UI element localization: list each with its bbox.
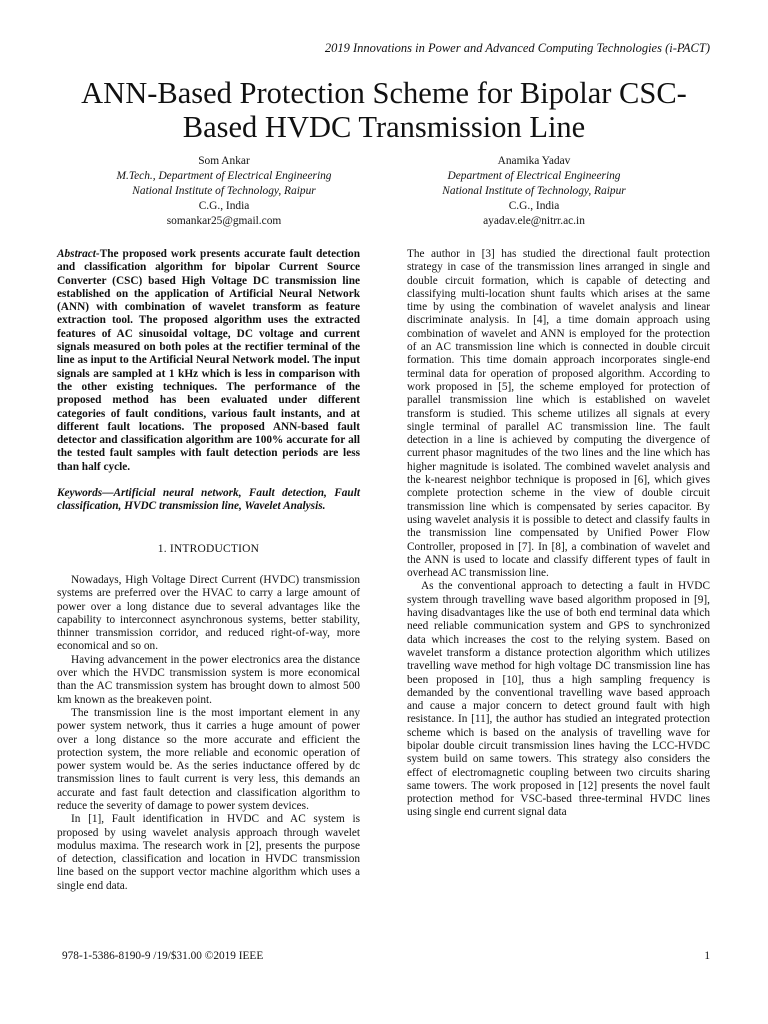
paper-title <box>40 76 728 144</box>
title-line-1: ANN-Based Protection Scheme for Bipolar CSC- <box>81 76 687 110</box>
author-name: Som Ankar <box>198 155 250 167</box>
conference-header: 2019 Innovations in Power and Advanced Computing Technologies (i-PACT) <box>324 41 710 55</box>
author-block-2 <box>384 154 684 229</box>
abstract-text: The proposed work presents accurate fault detection and classification algorithm for bipolar Current Source Converter (CSC) based High Voltage DC transmission line established on the application of Artificial Neural Network (ANN) with combination of wavelet transform as feature extraction tool. The proposed algorithm uses the extracted features of AC sinusoidal voltage, DC voltage and current signals measured on both poles at the rectifier terminal of the line as input to the Artificial Neural Network model. The input signals are sampled at 1 kHz which is less in comparison with the other existing techniques. The performance of the proposed method has been evaluated under different categories of fault conditions, various fault instants, and at different fault locations. The proposed ANN-based fault detector and classification algorithm are 100% accurate for all the tested fault samples with fault detection periods are less than half cycle. <box>57 248 360 473</box>
author-location: C.G., India <box>198 200 250 212</box>
author-institution: National Institute of Technology, Raipur <box>442 185 626 197</box>
intro-paragraph: Nowadays, High Voltage Direct Current (HVDC) transmission systems are preferred over the HVAC to carry a large amount of power over a long distance due to several advantages like the capability to interconnect asynchronous systems, better stability, thinner transmission corridor, and reduced right-of-way, more economical and so on. <box>57 573 360 653</box>
abstract <box>57 248 360 474</box>
intro-paragraph: In [1], Fault identification in HVDC and AC system is proposed by using wavelet analysis approach through wavelet modulus maxima. The research work in [2], presents the purpose of detection, classification and location in HVDC transmission line based on the support vector machine algorithm which uses a single end data. <box>57 813 360 892</box>
intro-paragraph: Having advancement in the power electronics area the distance over which the HVDC transmission system is more economical than the AC transmission system has brought down to almost 500 km known as the breakeven point. <box>57 653 360 706</box>
author-department: Department of Electrical Engineering <box>447 170 621 182</box>
author-email: ayadav.ele@nitrr.ac.in <box>483 215 585 227</box>
left-column <box>57 248 360 893</box>
keywords: Keywords—Artificial neural network, Fault detection, Fault classification, HVDC transmission line, Wavelet Analysis. <box>57 487 360 513</box>
body-paragraph: As the conventional approach to detecting a fault in HVDC system through travelling wave based algorithm proposed in [9], having disadvantages like the use of both end terminal data which need reliable communication system and GPS to synchronized data which increases the cost to the relying system. Based on wavelet transform a distance protection algorithm which utilizes travelling wave method for high voltage DC transmission line has been proposed in [10], thus a high sampling frequency is demanded by the conventional travelling wave based approach and cause a major concern to detect ground fault with high resistance. In [11], the author has studied an integrated protection scheme which is based on the analysis of travelling wave for bipolar double circuit transmission lines having the LCC-HVDC system build on same towers. This strategy also considers the effect of electromagnetic coupling between two circuits sharing same towers. The work proposed in [12] presents the novel fault protection method for VSC-based three-terminal HVDC lines using single end current signal data <box>407 580 710 819</box>
page-number: 1 <box>704 950 710 962</box>
author-name: Anamika Yadav <box>497 155 571 167</box>
intro-paragraph: The transmission line is the most important element in any power system network, thus it carries a huge amount of power over a long distance so the more accurate and efficient the protection system, the more reliable and economic operation of power system would be. As the series inductance offered by dc transmission lines to fault current is very less, this demands an accurate and fast fault detection and classification algorithm to reduce the severity of damage to power system devices. <box>57 706 360 812</box>
right-column <box>407 248 710 820</box>
footer-isbn: 978-1-5386-8190-9 /19/$31.00 ©2019 IEEE <box>62 950 264 962</box>
author-email: somankar25@gmail.com <box>166 215 282 227</box>
body-paragraph: The author in [3] has studied the directional fault protection strategy in case of the transmission lines arranged in single and double circuit formation, which is capable of detecting and classifying multi-location shunt faults which arises at the same time by using the combination of wavelet analysis and linear discriminate analysis. In [4], a time domain approach using combination of wavelet and ANN is employed for the protection of an AC transmission line which is connected in double circuit formation. This time domain approach incorporates single-end terminal data for operation of proposed algorithm. According to work proposed in [5], the scheme employed for protection of parallel transmission line which is established on wavelet transform is studied. This scheme utilizes all signals at every single terminal of parallel AC transmission line. The fault detection in a line is achieved by computing the divergence of current phasor magnitudes of the two lines and the line which has higher magnitude is isolated. The combined wavelet analysis and the k-nearest neighbor technique is proposed in [6], which gives complete protection scheme in the view of double circuit transmission line which is compensated by series capacitor. By using wavelet analysis it is possible to detect and classify faults in the transmission line compensated by Unified Power Flow Controller, proposed in [7]. In [8], a combination of wavelet and the ANN is used to locate and classify different types of fault in overhead AC transmission line. <box>407 248 710 580</box>
author-block-1 <box>74 154 374 229</box>
author-location: C.G., India <box>508 200 560 212</box>
section-heading-introduction: 1. INTRODUCTION <box>157 542 260 555</box>
author-institution: National Institute of Technology, Raipur <box>132 185 316 197</box>
author-department: M.Tech., Department of Electrical Engineering <box>116 170 332 182</box>
abstract-label: Abstract- <box>57 248 100 260</box>
title-line-2: Based HVDC Transmission Line <box>182 110 586 144</box>
